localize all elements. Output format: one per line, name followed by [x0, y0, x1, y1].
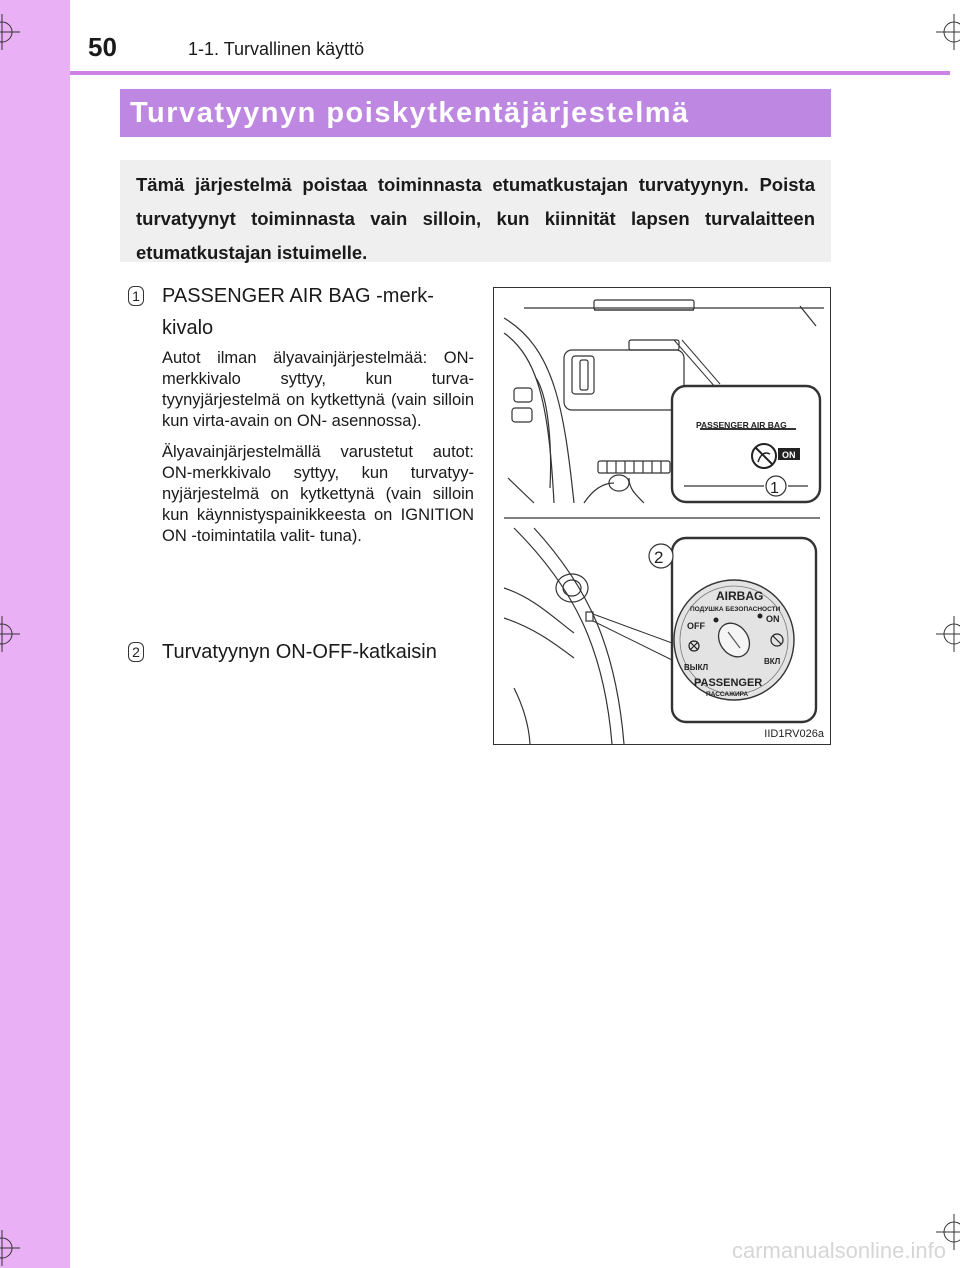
illustration-svg [494, 288, 830, 744]
svg-text:OFF: OFF [687, 621, 705, 631]
svg-text:PASSENGER: PASSENGER [694, 677, 763, 689]
indicator-callout [672, 386, 820, 502]
section-title-bar [120, 89, 831, 137]
registration-mark-icon [0, 14, 20, 50]
item-1-label [162, 280, 474, 344]
steering-wheel-outline [504, 318, 574, 503]
item-1-label-line2: kivalo [162, 317, 214, 339]
airbag-switch-icon [674, 580, 794, 700]
registration-mark-icon [0, 616, 20, 652]
svg-text:ON: ON [766, 614, 780, 624]
svg-text:ВКЛ: ВКЛ [764, 657, 781, 666]
center-display [564, 350, 684, 410]
section-title: Turvatyynyn poiskytkentäjärjestelmä [130, 96, 690, 129]
item-1-paragraph: Älyavainjärjestelmällä varustetut autot: ON-merkkivalo syttyy, kun turvatyy- nyjärjestelmä on kytkettynä (vain silloin kun käynnistyspainikkeesta on IGNITION ON -toimintatila valit- tuna). [162, 443, 474, 545]
item-1-label-line1: PASSENGER AIR BAG -merk- [162, 285, 434, 307]
callout-number-1: 1 [770, 480, 779, 497]
svg-text:ПОДУШКА БЕЗОПАСНОСТИ: ПОДУШКА БЕЗОПАСНОСТИ [690, 606, 781, 613]
svg-text:ВЫКЛ: ВЫКЛ [684, 663, 709, 672]
switch-callout [649, 538, 816, 722]
indicator-label: PASSENGER AIR BAG [696, 420, 787, 430]
item-2-label: Turvatyynyn ON-OFF-katkaisin [162, 641, 437, 663]
header-rule [70, 71, 950, 75]
svg-text:ON: ON [782, 450, 796, 460]
intro-box: Tämä järjestelmä poistaa toiminnasta etumatkustajan turvatyynyn. Poista turvatyynyt toiminnasta vain silloin, kun kiinnität lapsen turvalaitteen etumatkustajan istuimelle. [120, 160, 831, 262]
registration-mark-icon [936, 616, 960, 652]
a-pillar-outline [514, 528, 612, 744]
callout-number-2: 2 [654, 548, 664, 567]
svg-text:ПАССАЖИРА: ПАССАЖИРА [706, 691, 749, 698]
registration-mark-icon [936, 14, 960, 50]
page-number: 50 [88, 32, 117, 62]
item-1-paragraph: Autot ilman älyavainjärjestelmää: ON-merkkivalo syttyy, kun turva- tyynyjärjestelmä on kytkettynä (vain silloin kun virta-avain on ON- asennossa). [162, 349, 474, 430]
running-head: 1-1. Turvallinen käyttö [188, 39, 365, 59]
watermark: carmanualsonline.info [731, 1238, 946, 1263]
svg-text:AIRBAG: AIRBAG [716, 589, 764, 603]
item-number-1: 1 [128, 286, 144, 306]
item-number-2: 2 [128, 642, 144, 662]
item-1-description [162, 348, 474, 547]
registration-mark-icon [0, 1230, 20, 1266]
vent-knob [556, 574, 588, 602]
figure-code: IID1RV026a [764, 728, 824, 740]
dashboard-illustration [493, 287, 831, 745]
